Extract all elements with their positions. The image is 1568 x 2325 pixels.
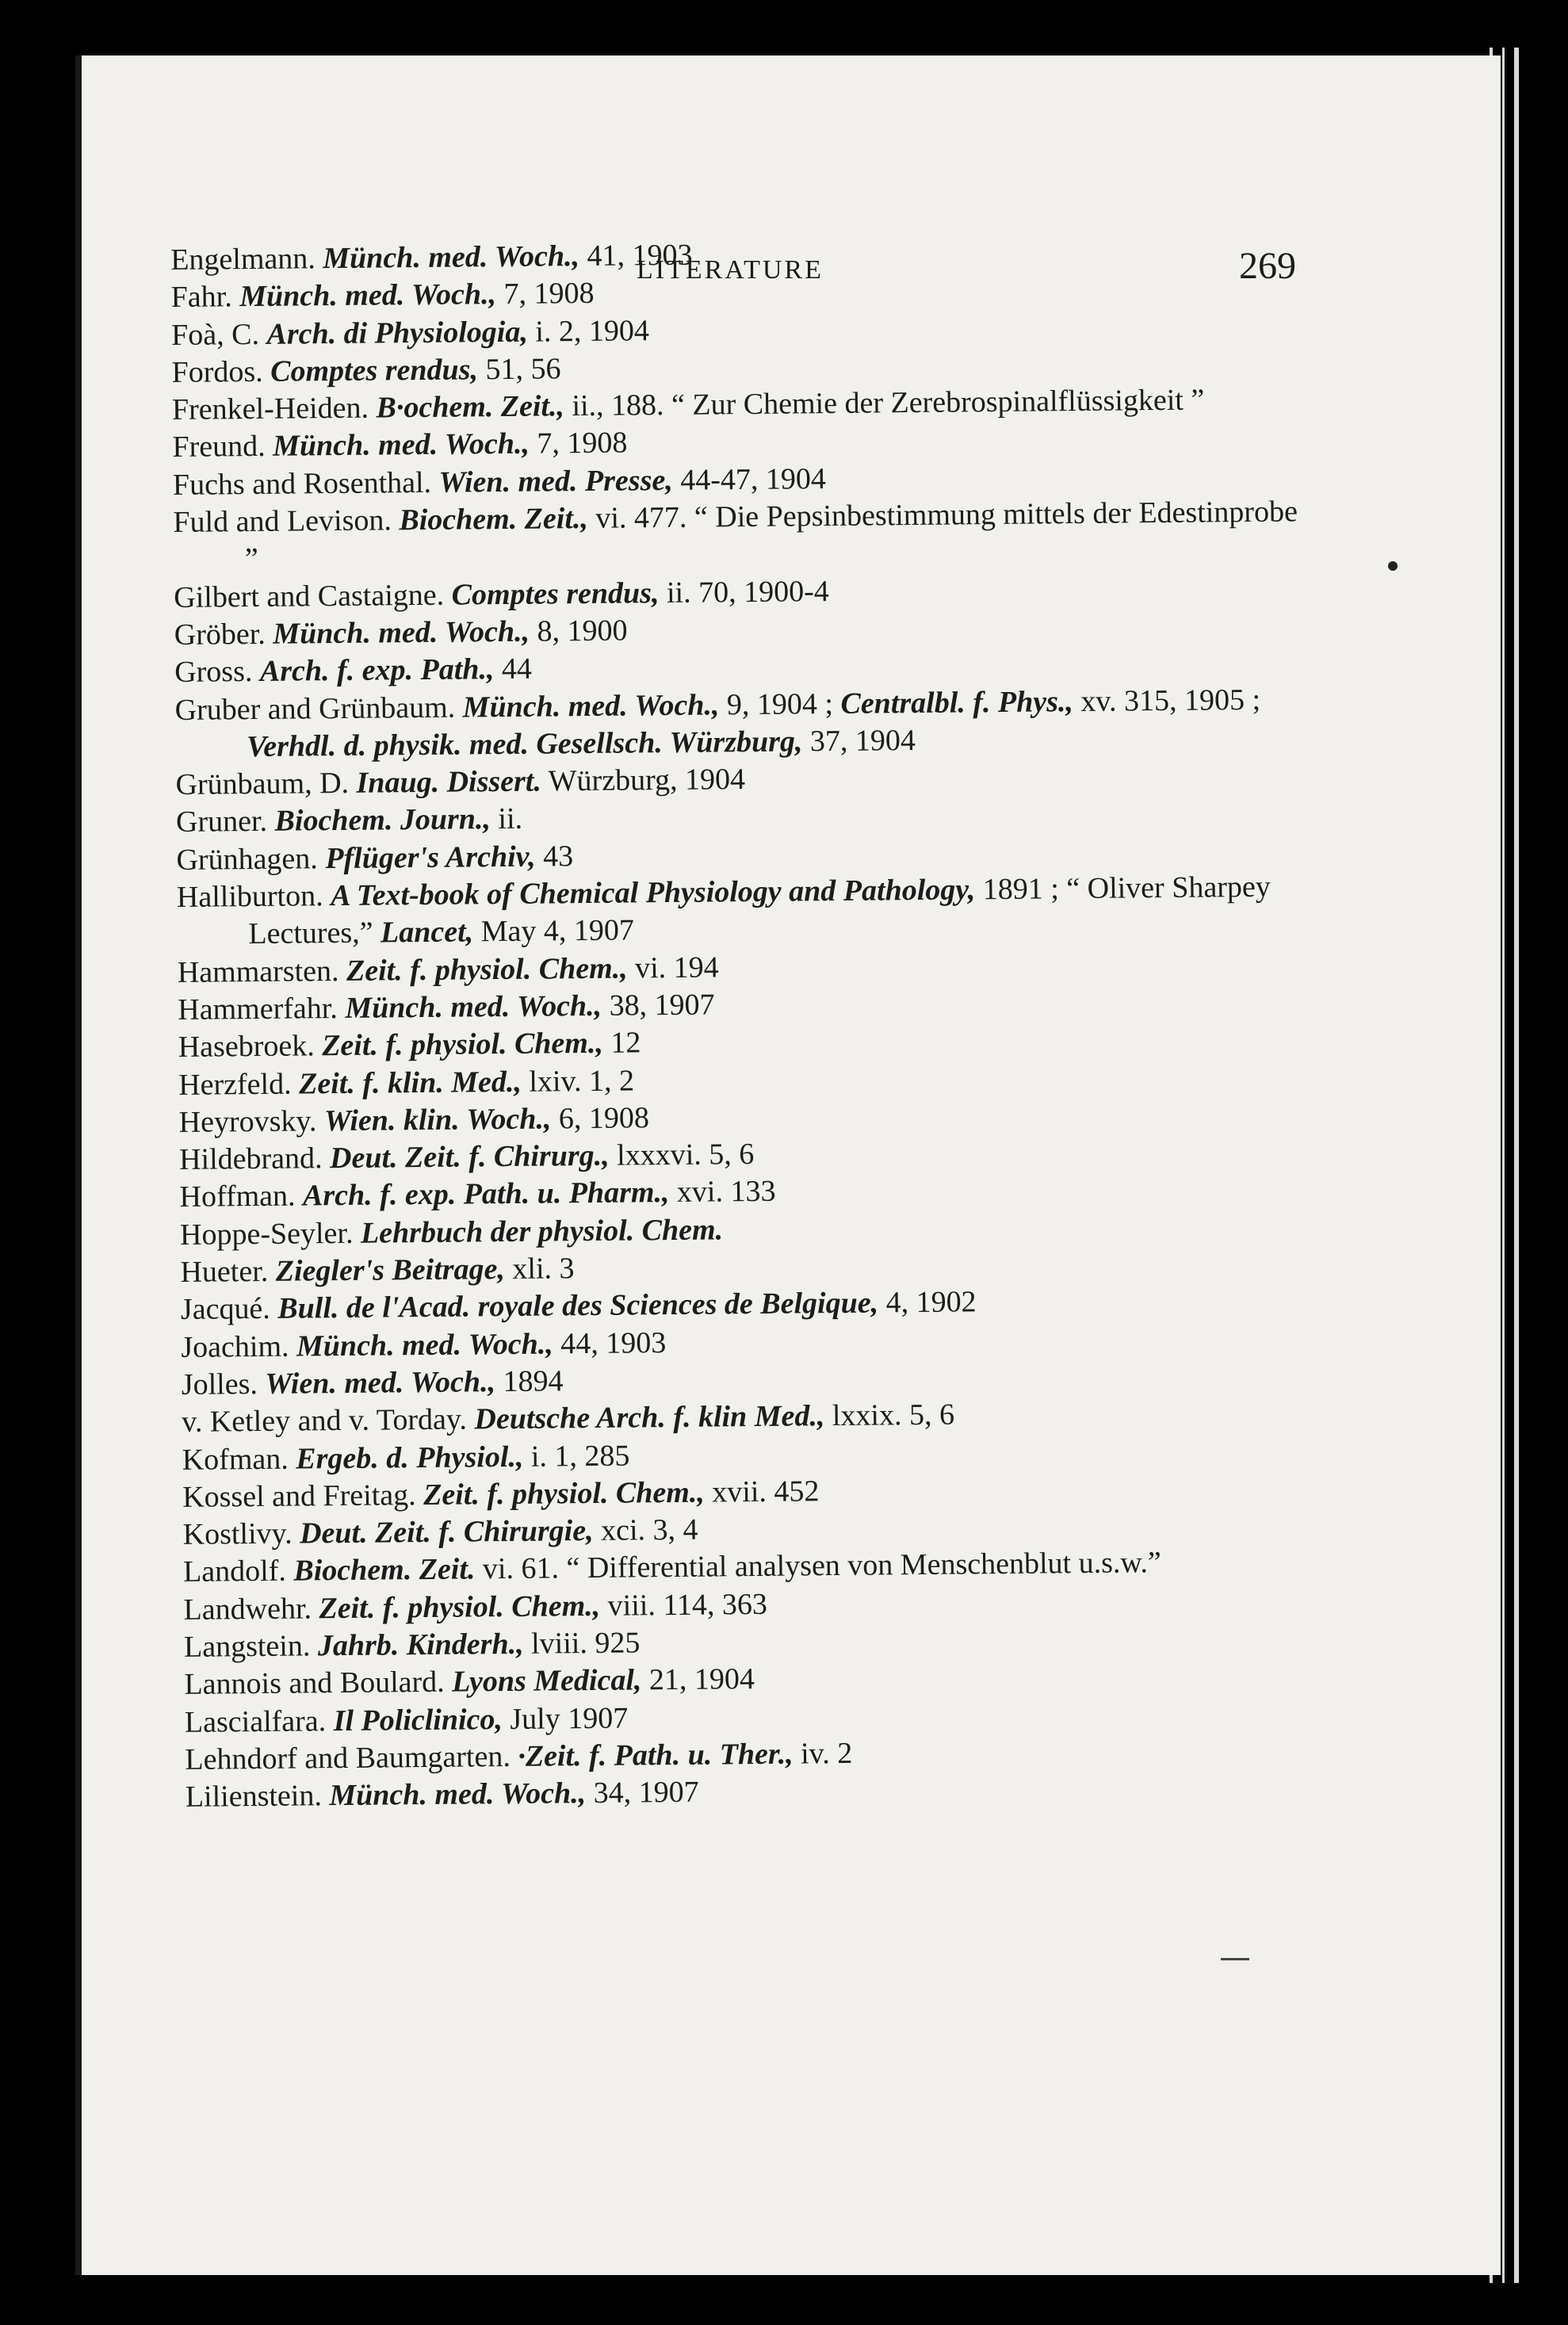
running-head: LITERATURE bbox=[637, 255, 824, 285]
entry-rest: 44-47, 1904 bbox=[680, 461, 827, 497]
entry-journal: Biochem. Journ., bbox=[274, 802, 491, 839]
entry-author: Frenkel-Heiden. bbox=[171, 391, 369, 427]
entry-journal: Biochem. Zeit. bbox=[293, 1552, 476, 1588]
entry-journal: Il Policlinico, bbox=[333, 1702, 503, 1738]
entry-rest: lxiv. 1, 2 bbox=[529, 1063, 635, 1099]
entry-rest: viii. 114, 363 bbox=[607, 1587, 768, 1623]
margin-dash bbox=[1221, 1958, 1249, 1960]
entry-author: Hueter. bbox=[180, 1254, 269, 1289]
literature-list bbox=[170, 231, 1311, 1816]
entry-rest: 12 bbox=[610, 1026, 641, 1060]
entry-journal: Arch. f. exp. Path., bbox=[259, 652, 495, 689]
entry-author: Hoppe-Seyler. bbox=[179, 1216, 354, 1252]
entry-author: Hildebrand. bbox=[178, 1141, 323, 1177]
entry-author: Heyrovsky. bbox=[178, 1104, 317, 1139]
entry-author: Freund. bbox=[172, 430, 266, 465]
entry-author: Jacqué. bbox=[180, 1292, 271, 1327]
entry-journal: Verhdl. d. physik. med. Gesellsch. Würzburg, bbox=[246, 725, 803, 763]
entry-journal: Arch. di Physiologia, bbox=[266, 315, 529, 351]
entry-journal: Bull. de l'Acad. royale des Sciences de Belgique, bbox=[277, 1286, 879, 1326]
entry-author: Grünhagen. bbox=[176, 842, 319, 877]
page-number: 269 bbox=[1239, 245, 1296, 287]
entry-rest: 1891 ; “ Oliver Sharpey Lectures,” bbox=[248, 870, 1271, 951]
entry-rest: xvii. 452 bbox=[712, 1474, 820, 1509]
entry-journal: Münch. med. Woch., bbox=[462, 687, 720, 725]
entry-rest: 7, 1908 bbox=[503, 277, 595, 312]
entry-author: Lilienstein. bbox=[185, 1779, 323, 1814]
entry-journal: Münch. med. Woch., bbox=[296, 1327, 553, 1363]
entry-journal: Münch. med. Woch., bbox=[329, 1776, 587, 1813]
entry-author: Landolf. bbox=[182, 1554, 287, 1589]
entry-journal: Lyons Medical, bbox=[451, 1663, 642, 1699]
entry-journal: Lancet, bbox=[380, 915, 474, 950]
entry-rest: 4, 1902 bbox=[885, 1285, 977, 1320]
entry-journal: Comptes rendus, bbox=[451, 576, 660, 612]
entry-rest: ii. 70, 1900-4 bbox=[666, 574, 829, 610]
scan-edge-line bbox=[1502, 48, 1505, 2283]
entry-journal: Biochem. Zeit., bbox=[399, 502, 589, 537]
entry-author: Lannois and Boulard. bbox=[184, 1665, 445, 1702]
entry-rest: i. 1, 285 bbox=[530, 1439, 630, 1474]
entry-author: Gilbert and Castaigne. bbox=[174, 578, 445, 614]
entry-rest: xci. 3, 4 bbox=[600, 1512, 698, 1547]
entry-author: Gröber. bbox=[174, 617, 266, 652]
margin-dot bbox=[1388, 561, 1398, 571]
entry-author: Foà, C. bbox=[170, 317, 260, 352]
entry-rest: 38, 1907 bbox=[609, 988, 715, 1023]
entry-rest: 43 bbox=[542, 839, 574, 874]
entry-journal: Wien. med. Woch., bbox=[265, 1365, 496, 1401]
entry-author: Hammarsten. bbox=[177, 954, 339, 989]
entry-author: Kofman. bbox=[182, 1442, 289, 1477]
entry-rest: 21, 1904 bbox=[648, 1662, 755, 1697]
entry-rest: xvi. 133 bbox=[676, 1175, 776, 1210]
entry-rest: xli. 3 bbox=[512, 1252, 575, 1286]
entry-journal: Ziegler's Beitrage, bbox=[275, 1252, 506, 1288]
entry-author: Herzfeld. bbox=[178, 1067, 292, 1102]
entry-journal: Deut. Zeit. f. Chirurgie, bbox=[299, 1514, 594, 1551]
entry-rest: 7, 1908 bbox=[537, 426, 628, 461]
entry-journal: Wien. med. Presse, bbox=[438, 463, 673, 499]
entry-author: Kostlivy. bbox=[182, 1516, 293, 1552]
entry-journal: Münch. med. Woch., bbox=[272, 427, 530, 464]
entry-rest: 44, 1903 bbox=[560, 1325, 667, 1360]
entry-journal: Zeit. f. physiol. Chem., bbox=[322, 1027, 604, 1063]
entry-journal: Zeit. f. physiol. Chem., bbox=[319, 1589, 601, 1625]
entry-rest: 44 bbox=[501, 652, 533, 686]
entry-rest: 37, 1904 bbox=[809, 723, 916, 759]
entry-journal: Centralbl. f. Phys., bbox=[840, 684, 1074, 721]
literature-entry bbox=[174, 681, 1301, 767]
entry-rest: 1894 bbox=[503, 1364, 564, 1398]
entry-journal: Pflüger's Archiv, bbox=[325, 839, 536, 875]
literature-entry bbox=[173, 493, 1299, 579]
entry-author: Halliburton. bbox=[176, 879, 323, 915]
entry-author: Engelmann. bbox=[170, 242, 316, 277]
entry-author: Kossel and Freitag. bbox=[182, 1478, 416, 1514]
entry-author: Landwehr. bbox=[183, 1592, 312, 1627]
entry-author: Lascialfara. bbox=[184, 1704, 327, 1739]
entry-rest: 51, 56 bbox=[485, 352, 561, 387]
entry-rest: lviii. 925 bbox=[530, 1626, 641, 1661]
entry-journal: Zeit. f. physiol. Chem., bbox=[423, 1475, 705, 1512]
entry-author: Hasebroek. bbox=[178, 1029, 315, 1065]
entry-rest: 41, 1903 bbox=[587, 238, 693, 273]
entry-journal: Jahrb. Kinderh., bbox=[317, 1627, 524, 1663]
entry-journal: Münch. med. Woch., bbox=[239, 277, 497, 314]
scan-edge-line bbox=[1514, 48, 1519, 2283]
entry-journal: ·Zeit. f. Path. u. Ther., bbox=[518, 1737, 794, 1773]
entry-journal: Zeit. f. physiol. Chem., bbox=[346, 951, 628, 988]
entry-journal: A Text-book of Chemical Physiology and Pathology, bbox=[330, 873, 976, 913]
entry-author: Fahr. bbox=[170, 280, 232, 315]
entry-journal: Münch. med. Woch., bbox=[273, 614, 530, 651]
entry-journal: B·ochem. Zeit., bbox=[376, 389, 565, 425]
entry-author: Joachim. bbox=[181, 1329, 289, 1364]
entry-journal: Münch. med. Woch., bbox=[345, 989, 602, 1025]
entry-author: Gross. bbox=[174, 655, 253, 690]
literature-entry bbox=[177, 868, 1303, 954]
entry-author: Hammerfahr. bbox=[178, 991, 338, 1027]
entry-rest: lxxxvi. 5, 6 bbox=[616, 1138, 755, 1172]
entry-rest: iv. 2 bbox=[800, 1736, 853, 1771]
entry-rest: xv. 315, 1905 ; bbox=[1080, 683, 1261, 718]
entry-rest: May 4, 1907 bbox=[480, 913, 635, 949]
entry-journal: Münch. med. Woch., bbox=[323, 239, 580, 276]
entry-rest: vi. 477. “ Die Pepsinbestimmung mittels der Edestinprobe ” bbox=[244, 495, 1298, 576]
entry-author: v. Ketley and v. Torday. bbox=[182, 1402, 468, 1440]
entry-author: Lehndorf and Baumgarten. bbox=[185, 1739, 511, 1776]
entry-rest: i. 2, 1904 bbox=[535, 313, 650, 349]
entry-journal: Deut. Zeit. f. Chirurg., bbox=[329, 1138, 610, 1176]
entry-rest: ii. bbox=[498, 802, 523, 836]
entry-journal: Inaug. Dissert. bbox=[356, 764, 542, 800]
entry-rest: ii., 188. “ Zur Chemie der Zerebrospinalflüssigkeit ” bbox=[572, 383, 1205, 423]
entry-author: Gruner. bbox=[175, 805, 268, 839]
entry-rest: vi. 194 bbox=[634, 950, 719, 985]
entry-rest: 8, 1900 bbox=[537, 614, 628, 648]
entry-journal: Zeit. f. klin. Med., bbox=[298, 1065, 522, 1101]
entry-rest: July 1907 bbox=[510, 1701, 629, 1736]
entry-author: Gruber and Grünbaum. bbox=[174, 690, 456, 727]
entry-rest: vi. 61. “ Differential analysen von Menschenblut u.s.w.” bbox=[482, 1546, 1161, 1586]
entry-author: Jolles. bbox=[181, 1367, 258, 1402]
entry-journal: Arch. f. exp. Path. u. Pharm., bbox=[302, 1176, 670, 1213]
entry-author: Langstein. bbox=[183, 1629, 311, 1664]
entry-journal: Ergeb. d. Physiol., bbox=[296, 1440, 524, 1476]
entry-rest: 34, 1907 bbox=[593, 1775, 699, 1811]
entry-rest: 9, 1904 ; bbox=[726, 686, 834, 721]
entry-author: Fuchs and Rosenthal. bbox=[172, 465, 432, 502]
entry-rest: 6, 1908 bbox=[558, 1101, 650, 1136]
entry-rest: lxxix. 5, 6 bbox=[832, 1398, 955, 1433]
entry-author: Hoffman. bbox=[179, 1179, 296, 1214]
entry-journal: Comptes rendus, bbox=[270, 353, 479, 388]
entry-author: Fuld and Levison. bbox=[173, 503, 392, 540]
entry-author: Fordos. bbox=[171, 354, 263, 389]
entry-journal: Deutsche Arch. f. klin Med., bbox=[474, 1399, 825, 1436]
entry-author: Grünbaum, D. bbox=[175, 767, 350, 802]
entry-journal: Wien. klin. Woch., bbox=[323, 1102, 552, 1138]
entry-journal: Lehrbuch der physiol. Chem. bbox=[360, 1213, 724, 1250]
entry-rest: Würzburg, 1904 bbox=[548, 763, 746, 798]
